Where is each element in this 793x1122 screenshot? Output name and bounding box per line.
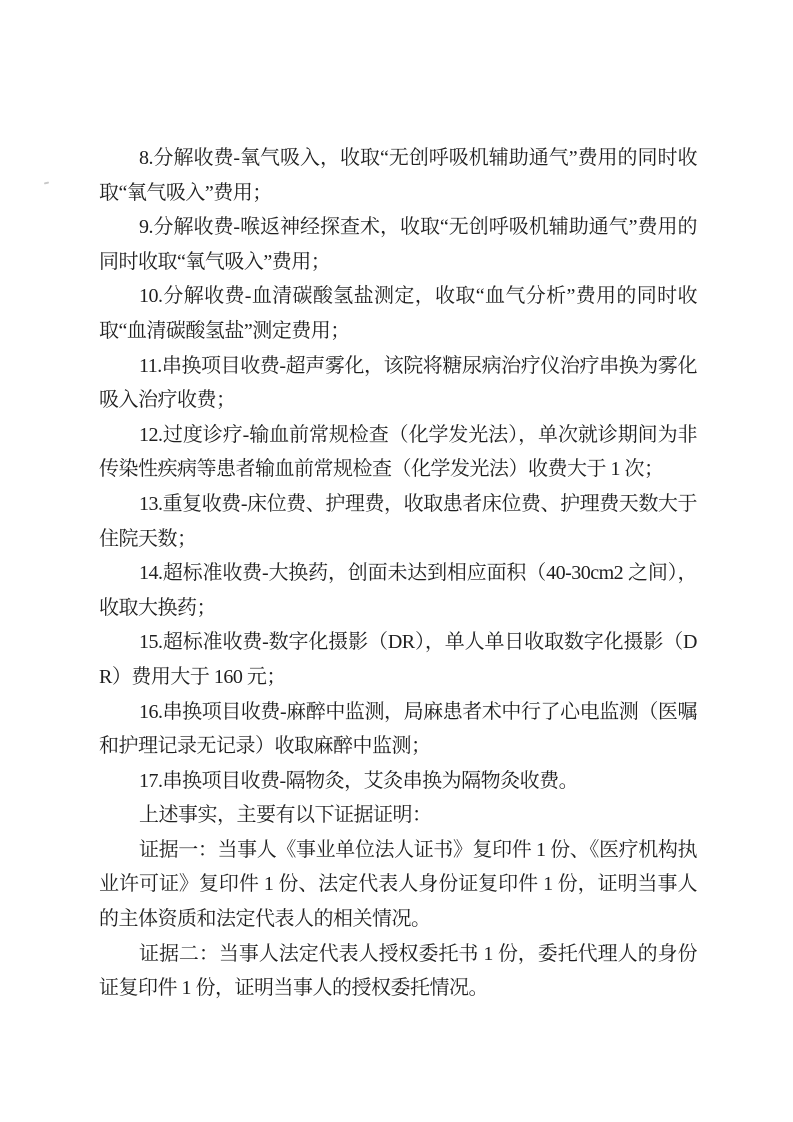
document-body xyxy=(99,141,697,1006)
paragraph: 证据二：当事人法定代表人授权委托书 1 份，委托代理人的身份证复印件 1 份，证明当事人的授权委托情况。 xyxy=(99,942,697,1000)
paragraph: 11.串换项目收费-超声雾化，该院将糖尿病治疗仪治疗串换为雾化吸入治疗收费； xyxy=(99,354,697,412)
paragraph: 16.串换项目收费-麻醉中监测，局麻患者术中行了心电监测（医嘱和护理记录无记录）收取麻醉中监测； xyxy=(99,700,697,758)
paragraph: 9.分解收费-喉返神经探查术，收取“无创呼吸机辅助通气”费用的同时收取“氧气吸入”费用； xyxy=(99,216,697,273)
paragraph: 17.串换项目收费-隔物灸，艾灸串换为隔物灸收费。 xyxy=(139,769,579,792)
paragraph: 8.分解收费-氧气吸入，收取“无创呼吸机辅助通气”费用的同时收取“氧气吸入”费用； xyxy=(99,147,697,204)
paragraph: 10.分解收费-血清碳酸氢盐测定，收取“血气分析”费用的同时收取“血清碳酸氢盐”测定费用； xyxy=(99,285,697,342)
paragraph: 14.超标准收费-大换药，创面未达到相应面积（40-30cm2 之间），收取大换药； xyxy=(99,562,697,619)
paragraph: 12.过度诊疗-输血前常规检查（化学发光法），单次就诊期间为非传染性疾病等患者输血前常规检查（化学发光法）收费大于 1 次； xyxy=(99,423,697,481)
paragraph: 15.超标准收费-数字化摄影（DR），单人单日收取数字化摄影（DR）费用大于 160 元； xyxy=(99,631,697,688)
paragraph: 13.重复收费-床位费、护理费，收取患者床位费、护理费天数大于住院天数； xyxy=(99,492,697,550)
paragraph: 上述事实，主要有以下证据证明： xyxy=(139,804,432,827)
paragraph: 证据一：当事人《事业单位法人证书》复印件 1 份、《医疗机构执业许可证》复印件 1 份、法定代表人身份证复印件 1 份，证明当事人的主体资质和法定代表人的相关情况。 xyxy=(99,838,697,931)
scan-speck xyxy=(44,182,49,185)
